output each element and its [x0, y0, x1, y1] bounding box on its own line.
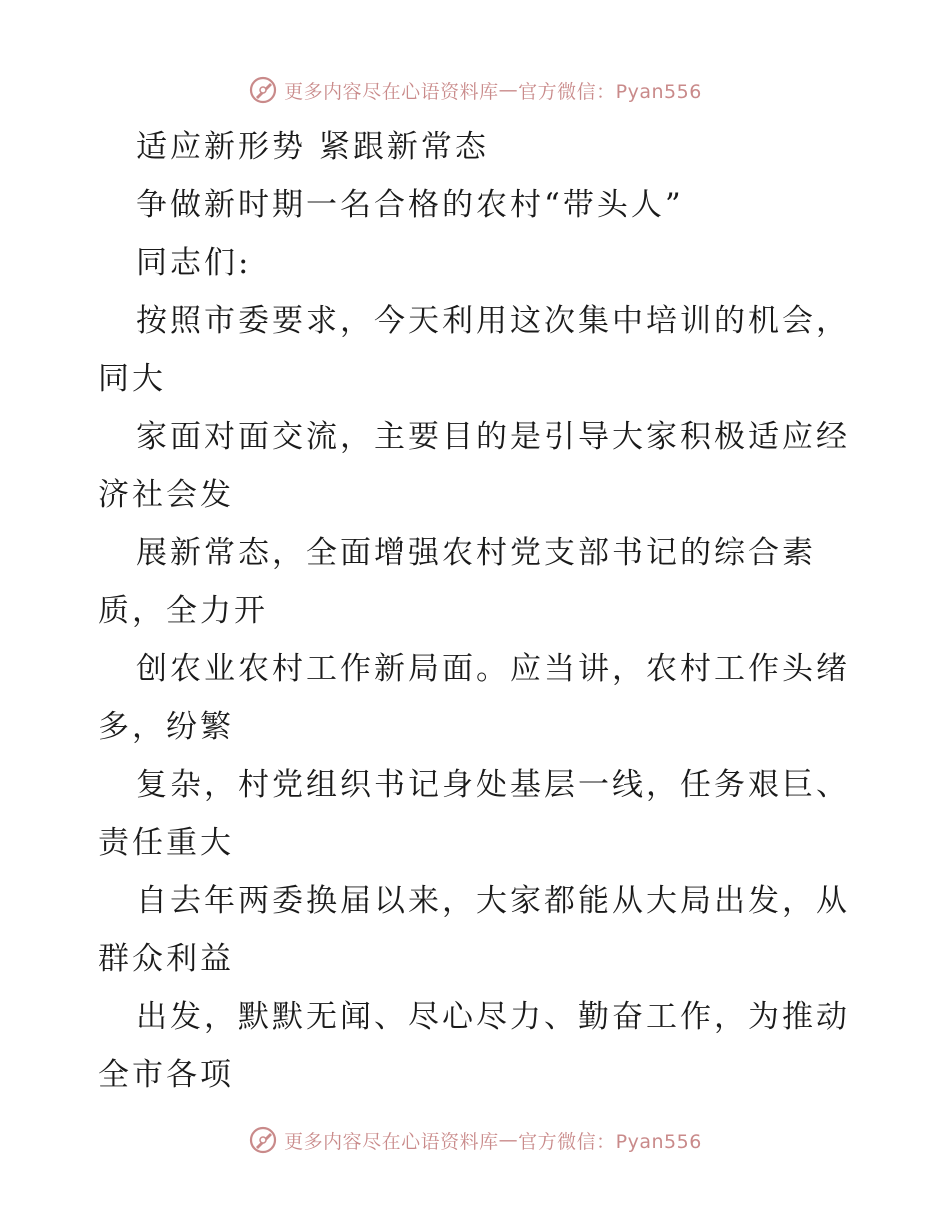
document-line: 质，全力开 — [98, 593, 268, 629]
watermark-brand: 更多内容尽在心语资料库 — [284, 1130, 499, 1153]
document-line: 创农业农村工作新局面。应当讲，农村工作头绪 — [136, 651, 850, 687]
document-line: 争做新时期一名合格的农村“带头人” — [136, 187, 684, 223]
watermark-separator: — — [498, 79, 519, 101]
watermark-contact: 官方微信：Pyan556 — [518, 80, 702, 103]
document-body — [98, 118, 898, 1104]
document-line: 同大 — [98, 361, 166, 397]
document-line: 自去年两委换届以来，大家都能从大局出发，从 — [136, 883, 850, 919]
document-line: 家面对面交流，主要目的是引导大家积极适应经 — [136, 419, 850, 455]
document-line: 群众利益 — [98, 941, 234, 977]
document-line: 按照市委要求，今天利用这次集中培训的机会， — [136, 303, 850, 339]
document-line: 展新常态，全面增强农村党支部书记的综合素 — [136, 535, 816, 571]
document-line: 复杂，村党组织书记身处基层一线，任务艰巨、 — [136, 767, 850, 803]
watermark-separator: — — [498, 1129, 519, 1151]
footer-watermark — [0, 1120, 950, 1160]
document-line: 济社会发 — [98, 477, 234, 513]
document-line: 出发，默默无闻、尽心尽力、勤奋工作，为推动 — [136, 999, 850, 1035]
watermark-contact: 官方微信：Pyan556 — [518, 1130, 702, 1153]
pen-logo-icon — [248, 75, 278, 105]
header-watermark — [0, 70, 950, 110]
watermark-brand: 更多内容尽在心语资料库 — [284, 80, 499, 103]
document-line: 同志们: — [136, 245, 252, 281]
document-line: 适应新形势 紧跟新常态 — [136, 129, 489, 165]
document-line: 全市各项 — [98, 1057, 234, 1093]
document-line: 多，纷繁 — [98, 709, 234, 745]
document-line: 责任重大 — [98, 825, 234, 861]
pen-logo-icon — [248, 1125, 278, 1155]
